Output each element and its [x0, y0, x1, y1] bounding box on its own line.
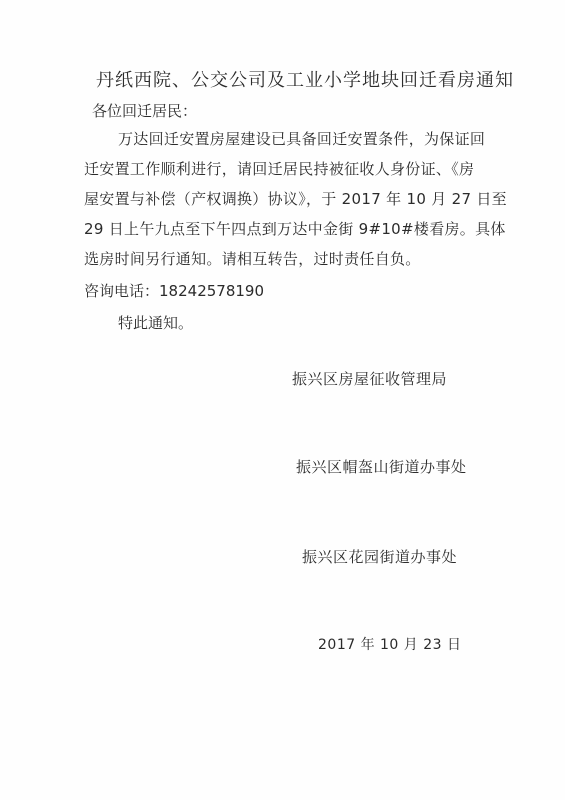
closing-text: 特此通知。: [118, 314, 194, 332]
body-line-2: 迁安置工作顺利进行，请回迁居民持被征收人身份证、《房: [84, 160, 475, 178]
contact-line: [84, 280, 264, 301]
contact-number: 18242578190: [159, 282, 264, 300]
notice-title: 丹纸西院、公交公司及工业小学地块回迁看房通知: [96, 70, 514, 91]
greeting: 各位回迁居民：: [92, 102, 198, 120]
body-line-5: 选房时间另行通知。请相互转告，过时责任自负。: [84, 250, 421, 268]
body-line-1: 万达回迁安置房屋建设已具备回迁安置条件，为保证回: [118, 130, 486, 148]
signature-huayuan-office: 振兴区花园街道办事处: [302, 548, 458, 566]
body-line-4: 29 日上午九点至下午四点到万达中金街 9#10#楼看房。具体: [84, 220, 506, 238]
contact-label: 咨询电话：: [84, 282, 160, 300]
notice-date: 2017 年 10 月 23 日: [318, 637, 462, 653]
signature-housing-bureau: 振兴区房屋征收管理局: [292, 370, 448, 388]
body-line-3: 屋安置与补偿（产权调换）协议》，于 2017 年 10 月 27 日至: [84, 190, 507, 208]
signature-maokuishan-office: 振兴区帽盔山街道办事处: [296, 458, 467, 476]
